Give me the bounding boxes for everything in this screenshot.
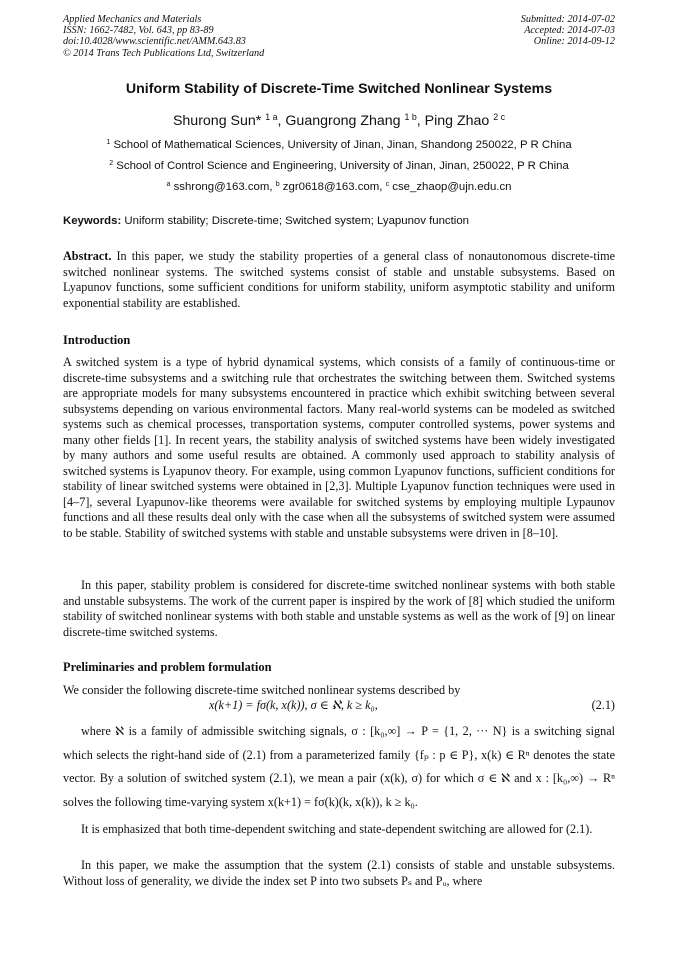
abstract-text: In this paper, we study the stability properties of a general class of nonautonomous discrete-time switched nonlinear systems. The switched systems consist of stable and unstable subsystems. Based on Lyapunov functions, some sufficient conditions for uniform stability, uniform asymptotic stability and uniform exponential stability are established. [63,249,616,310]
doi: doi:10.4028/www.scientific.net/AMM.643.83 [63,36,246,48]
affiliation-text: School of Mathematical Sciences, University of Jinan, Jinan, Shandong 250022, P R China [113,139,572,151]
keywords-text: Uniform stability; Discrete-time; Switched system; Lyapunov function [124,215,469,227]
section-heading-preliminaries: Preliminaries and problem formulation [63,660,272,674]
author-name: Shurong Sun* [172,113,262,129]
email-sup: a [166,181,171,189]
paper-title: Uniform Stability of Discrete-Time Switched Nonlinear Systems [125,81,553,97]
abstract-label: Abstract. [63,249,112,263]
author-list: Shurong Sun* $^{1 a}$, Guangrong Zhang $^{1 b}$, Ping Zhao $^{2 c}$ [172,112,506,129]
email-list: $^a$ sshrong@163.com, $^b$ zgr0618@163.com, $^c$ cse_zhaop@ujn.edu.cn [166,181,512,193]
author-name: Ping Zhao [424,113,490,129]
copyright: © 2014 Trans Tech Publications Ltd, Switzerland [63,47,265,59]
email-sup: c [385,181,390,189]
section-heading-introduction: Introduction [63,333,131,347]
accepted-date: Accepted: 2014-07-03 [524,25,615,37]
keywords [63,215,615,227]
equation-body: x(k+1) = fσ(k, x(k)), σ ∈ ℵ, k ≥ k₀, [209,698,378,712]
intro-paragraph-2: In this paper, stability problem is considered for discrete-time switched nonlinear systems with both stable and unstable subsystems. The work of the current paper is inspired by the work of [8] which studied the uniform stability of switched nonlinear systems with both stable and unstable systems as well as the work of [9] on linear discrete-time switched systems. [63,578,615,639]
affiliation-sup: 2 [109,160,114,168]
author-name: Guangrong Zhang [285,113,401,129]
affiliation-text: School of Control Science and Engineering, University of Jinan, Jinan, 250022, P R China [116,160,569,172]
email-link[interactable]: sshrong@163.com [173,181,270,193]
intro-paragraph-1: A switched system is a type of hybrid dynamical systems, which consists of a family of continuous-time or discrete-time subsystems and a switching rule that orchestrates the switching between them. Switched systems are appropriate models for many subsystems encountered in practice which exhibit switching between several subsystems depending on various environmental factors. Many real-world systems can be modeled as switched systems such as chemical processes, transportation systems, computer controlled systems, power systems and many other fields [1]. In recent years, the stability analysis of switched systems have been widely investigated by many authors and some useful results are obtained. A commonly used approach to stability analysis of switched systems is Lyapunov theory. For example, using common Lyapunov functions, sufficient conditions for stability of linear switched systems were obtained in [2,3]. Multiple Lyapunov function techniques were used in [4–7], several Lyapunov-like theorems were available for switched systems by employing multiple Lypaunov functions and all these results deal only with the case when all the subsystems of switched system were assumed to be stable. Stability of switched systems with stable and unstable subsystems were driven in [8–10]. [63,355,615,540]
email-link[interactable]: zgr0618@163.com [282,181,380,193]
online-date: Online: 2014-09-12 [533,36,615,48]
prelim-assumption-paragraph: In this paper, we make the assumption that the system (2.1) consists of stable and unstable subsystems. Without loss of generality, we divide the index set P into two subsets Pₛ and Pᵤ, where [63,858,615,888]
affiliation-sup: 1 [106,139,111,147]
email-sup: b [275,181,280,189]
submitted-date: Submitted: 2014-07-02 [520,14,615,25]
issn: ISSN: 1662-7482, Vol. 643, pp 83-89 [63,25,214,37]
abstract [63,249,615,311]
equation-number: (2.1) [591,698,615,712]
dates-header [521,14,615,48]
prelim-intro: We consider the following discrete-time switched nonlinear systems described by [63,683,461,697]
affiliation-2 [0,160,678,172]
prelim-where-paragraph: where ℵ is a family of admissible switching signals, σ : [k₀,∞] → P = {1, 2, ··· N} is a switching signal which selects the right-hand side of (2.1) from a parameterized family {fₚ : p ∈ P}, x(k) ∈ Rⁿ denotes the state vector. By a solution of switched system (2.1), we mean a pair (x(k), σ) for which σ ∈ ℵ and x : [k₀,∞) → Rⁿ solves the following time-varying system x(k+1) = fσ(k)(k, x(k)), k ≥ k₀. [63,724,615,809]
affiliation-1 [0,139,678,151]
journal-name: Applied Mechanics and Materials [63,14,202,25]
author-sup: 1 b [404,112,417,123]
keywords-label: Keywords: [63,215,122,227]
journal-header [63,14,264,59]
email-link[interactable]: cse_zhaop@ujn.edu.cn [392,181,512,193]
author-sup: 1 a [265,112,278,123]
prelim-emphasis-paragraph: It is emphasized that both time-dependent switching and state-dependent switching are allowed for (2.1). [81,822,593,836]
author-sup: 2 c [493,112,506,123]
